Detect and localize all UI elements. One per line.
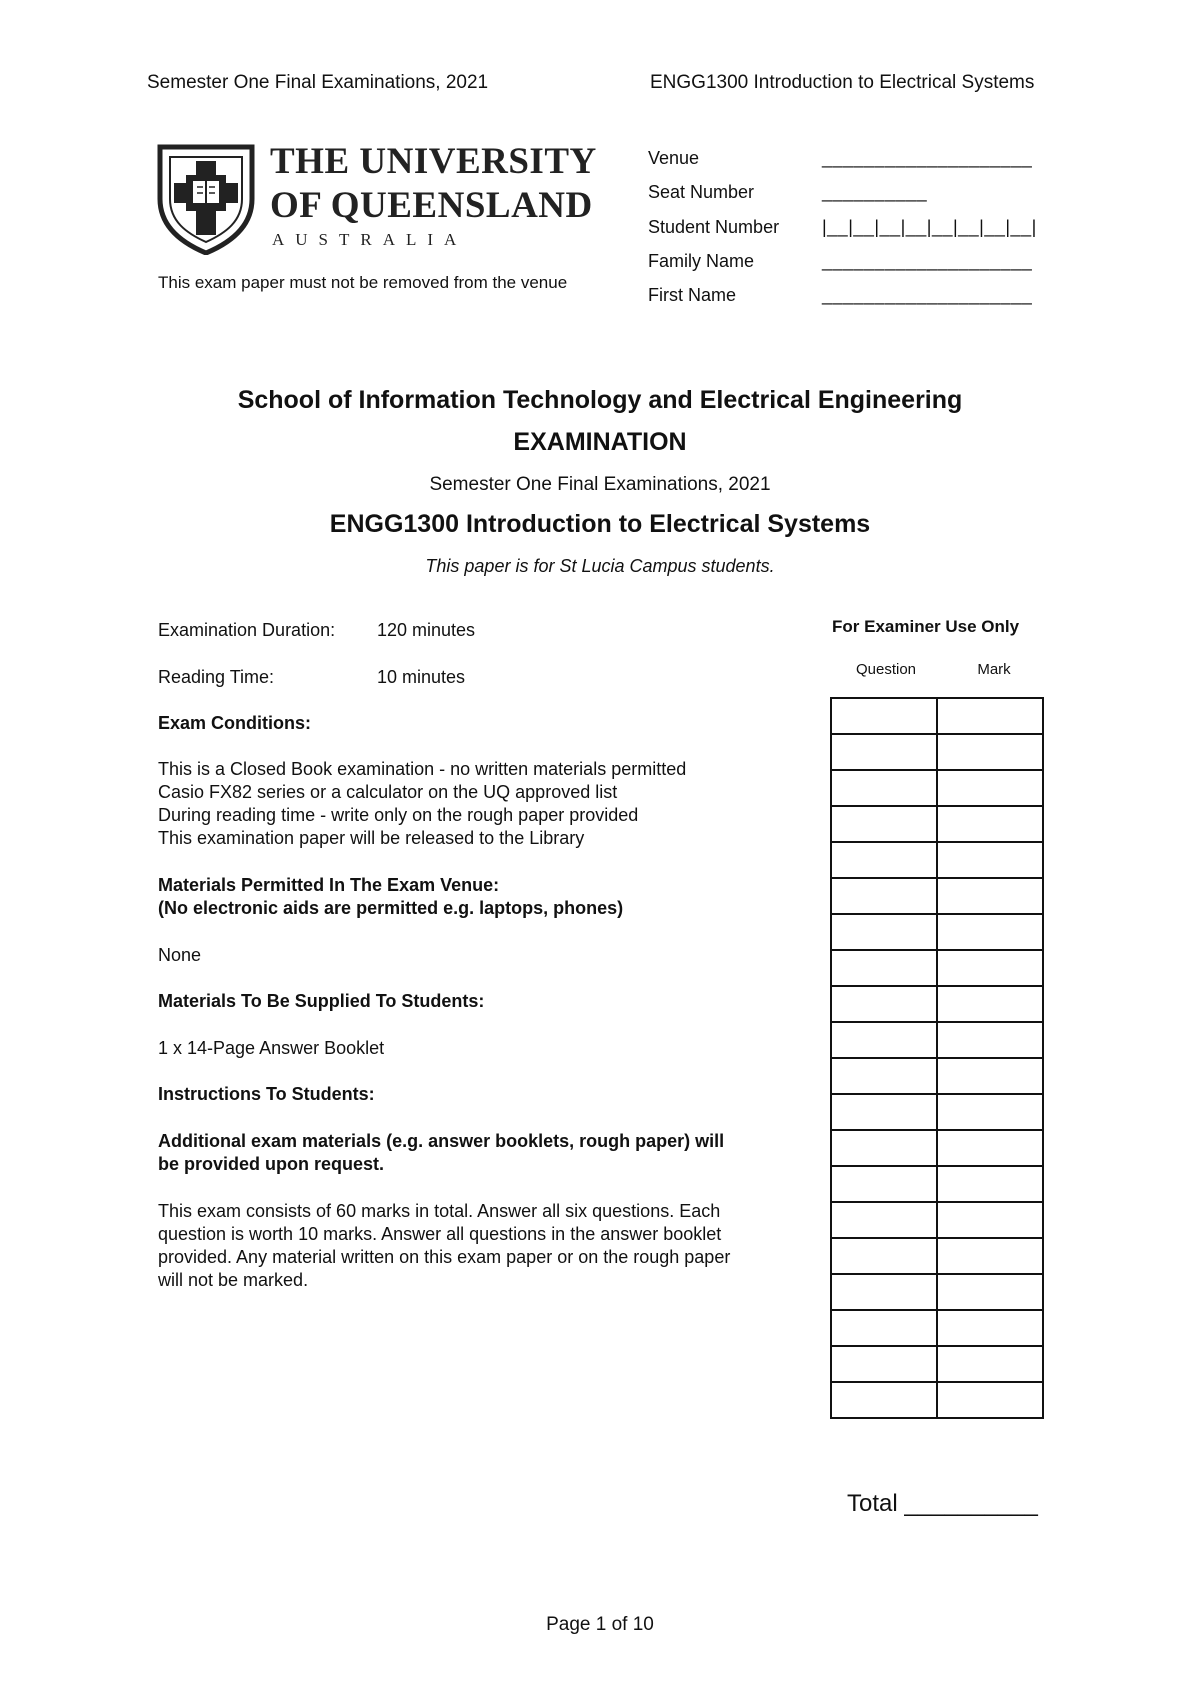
mark-cell[interactable]	[937, 842, 1043, 878]
examiner-heading: For Examiner Use Only	[832, 617, 1020, 636]
question-cell[interactable]	[831, 1022, 937, 1058]
table-row	[831, 1058, 1043, 1094]
logo-line-2: OF QUEENSLAND	[270, 185, 593, 226]
mark-cell[interactable]	[937, 698, 1043, 734]
mark-cell[interactable]	[937, 1058, 1043, 1094]
question-cell[interactable]	[831, 1058, 937, 1094]
question-cell[interactable]	[831, 1094, 937, 1130]
question-cell[interactable]	[831, 770, 937, 806]
logo-line-3: AUSTRALIA	[272, 230, 468, 249]
supplied-value: 1 x 14-Page Answer Booklet	[158, 1038, 385, 1058]
total-label: Total	[847, 1490, 898, 1517]
table-row	[831, 734, 1043, 770]
table-row	[831, 1202, 1043, 1238]
supplied-heading: Materials To Be Supplied To Students:	[158, 991, 485, 1011]
logo-line-1: THE UNIVERSITY	[270, 141, 597, 182]
mark-cell[interactable]	[937, 1130, 1043, 1166]
list-item: This examination paper will be released to the Library	[158, 828, 585, 848]
question-cell[interactable]	[831, 1346, 937, 1382]
first-name-field[interactable]: ____________________	[822, 285, 1033, 305]
mark-cell[interactable]	[937, 1202, 1043, 1238]
seat-number-field[interactable]: __________	[822, 182, 928, 202]
instructions-line: provided. Any material written on this exam paper or on the rough paper	[158, 1247, 731, 1267]
mark-cell[interactable]	[937, 1166, 1043, 1202]
mark-cell[interactable]	[937, 1382, 1043, 1418]
mark-cell[interactable]	[937, 1310, 1043, 1346]
table-row	[831, 1094, 1043, 1130]
additional-materials-2: be provided upon request.	[158, 1154, 385, 1174]
mark-cell[interactable]	[937, 950, 1043, 986]
venue-label: Venue	[648, 148, 700, 168]
table-row	[831, 1022, 1043, 1058]
family-name-label: Family Name	[648, 251, 755, 271]
question-cell[interactable]	[831, 1310, 937, 1346]
materials-heading-2: (No electronic aids are permitted e.g. laptops, phones)	[158, 898, 624, 918]
materials-value: None	[158, 945, 202, 965]
table-row	[831, 950, 1043, 986]
mark-cell[interactable]	[937, 806, 1043, 842]
examiner-marks-table	[830, 697, 1044, 1419]
instructions-line: question is worth 10 marks. Answer all questions in the answer booklet	[158, 1224, 722, 1244]
header-right: ENGG1300 Introduction to Electrical Systems	[650, 72, 1035, 93]
venue-field[interactable]: ____________________	[822, 148, 1033, 168]
question-cell[interactable]	[831, 1274, 937, 1310]
question-cell[interactable]	[831, 1238, 937, 1274]
question-cell[interactable]	[831, 734, 937, 770]
mark-cell[interactable]	[937, 1022, 1043, 1058]
seat-number-label: Seat Number	[648, 182, 755, 202]
uq-crest-icon	[156, 143, 256, 255]
list-item: Casio FX82 series or a calculator on the UQ approved list	[158, 782, 618, 802]
list-item: During reading time - write only on the rough paper provided	[158, 805, 639, 825]
instructions-line: This exam consists of 60 marks in total. Answer all six questions. Each	[158, 1201, 721, 1221]
table-row	[831, 770, 1043, 806]
question-column-header: Question	[855, 661, 917, 678]
question-cell[interactable]	[831, 1130, 937, 1166]
course-title: ENGG1300 Introduction to Electrical Systems	[329, 510, 871, 538]
conditions-heading: Exam Conditions:	[158, 713, 312, 733]
duration-label: Examination Duration:	[158, 620, 336, 640]
reading-time-value: 10 minutes	[377, 667, 466, 687]
table-row	[831, 1166, 1043, 1202]
table-row	[831, 1238, 1043, 1274]
table-row	[831, 1346, 1043, 1382]
semester-subtitle: Semester One Final Examinations, 2021	[429, 474, 771, 495]
list-item: This is a Closed Book examination - no written materials permitted	[158, 759, 687, 779]
question-cell[interactable]	[831, 698, 937, 734]
mark-cell[interactable]	[937, 914, 1043, 950]
instructions-heading: Instructions To Students:	[158, 1084, 375, 1104]
family-name-field[interactable]: ____________________	[822, 251, 1033, 271]
table-row	[831, 1274, 1043, 1310]
table-row	[831, 1130, 1043, 1166]
mark-cell[interactable]	[937, 1274, 1043, 1310]
instructions-line: will not be marked.	[158, 1270, 309, 1290]
total-row	[847, 1490, 1038, 1518]
question-cell[interactable]	[831, 1382, 937, 1418]
table-row	[831, 1382, 1043, 1418]
first-name-label: First Name	[648, 285, 737, 305]
table-row	[831, 878, 1043, 914]
duration-value: 120 minutes	[377, 620, 476, 640]
mark-cell[interactable]	[937, 770, 1043, 806]
question-cell[interactable]	[831, 1166, 937, 1202]
exam-title: EXAMINATION	[513, 428, 687, 456]
question-cell[interactable]	[831, 986, 937, 1022]
student-number-label: Student Number	[648, 217, 780, 237]
materials-heading-1: Materials Permitted In The Exam Venue:	[158, 875, 500, 895]
additional-materials-1: Additional exam materials (e.g. answer booklets, rough paper) will	[158, 1131, 725, 1151]
table-row	[831, 1310, 1043, 1346]
instructions-body	[158, 1200, 730, 1292]
page-number: Page 1 of 10	[546, 1614, 654, 1635]
table-row	[831, 986, 1043, 1022]
mark-cell[interactable]	[937, 986, 1043, 1022]
total-field[interactable]: __________	[904, 1490, 1038, 1517]
mark-column-header: Mark	[977, 661, 1011, 678]
mark-cell[interactable]	[937, 1094, 1043, 1130]
table-row	[831, 914, 1043, 950]
question-cell[interactable]	[831, 878, 937, 914]
mark-cell[interactable]	[937, 734, 1043, 770]
mark-cell[interactable]	[937, 1346, 1043, 1382]
table-row	[831, 698, 1043, 734]
school-title: School of Information Technology and Electrical Engineering	[237, 386, 963, 414]
conditions-list	[158, 758, 686, 850]
question-cell[interactable]	[831, 1202, 937, 1238]
table-row	[831, 842, 1043, 878]
question-cell[interactable]	[831, 950, 937, 986]
question-cell[interactable]	[831, 842, 937, 878]
mark-cell[interactable]	[937, 1238, 1043, 1274]
campus-note: This paper is for St Lucia Campus students.	[425, 556, 775, 576]
question-cell[interactable]	[831, 806, 937, 842]
question-cell[interactable]	[831, 914, 937, 950]
removal-notice: This exam paper must not be removed from the venue	[158, 273, 568, 292]
header-left: Semester One Final Examinations, 2021	[147, 72, 489, 93]
mark-cell[interactable]	[937, 878, 1043, 914]
student-number-field[interactable]: |__|__|__|__|__|__|__|__|	[822, 217, 1037, 237]
table-row	[831, 806, 1043, 842]
reading-time-label: Reading Time:	[158, 667, 275, 687]
